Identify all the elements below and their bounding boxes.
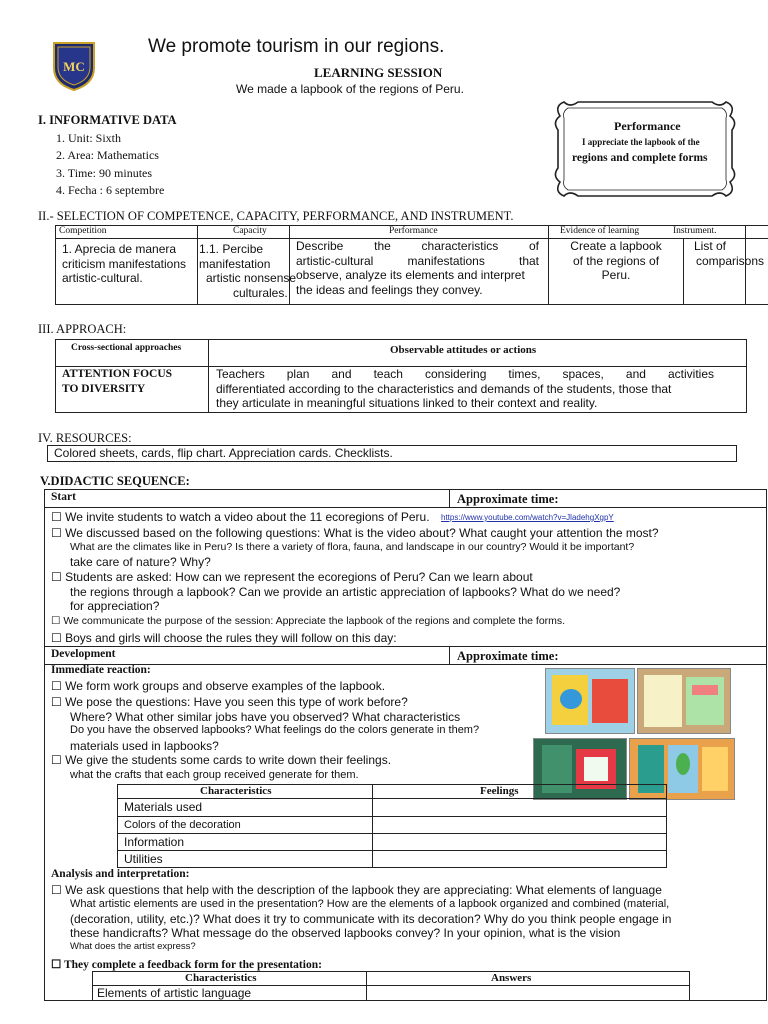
answers-col-characteristics: Characteristics — [185, 972, 257, 984]
performance-line-2: regions and complete forms — [572, 152, 708, 164]
capacity-line: artistic nonsense — [206, 271, 297, 285]
immediate-heading: Immediate reaction: — [51, 664, 151, 676]
informative-item: 2. Area: Mathematics — [56, 148, 159, 163]
informative-list — [56, 130, 164, 199]
immediate-item: Where? What other similar jobs have you observed? What characteristics — [70, 710, 461, 724]
evidence-line: Create a lapbook — [570, 239, 662, 253]
evidence-cell — [556, 239, 676, 283]
performance-line-1: I appreciate the lapbook of the — [582, 137, 700, 147]
start-item: for appreciation? — [70, 599, 160, 613]
performance-cell — [296, 239, 539, 297]
attitude-line: Teachers plan and teach considering times, spaces, and activities — [216, 367, 714, 381]
competition-line: criticism manifestations — [62, 256, 187, 271]
evidence-line: of the regions of — [572, 253, 660, 268]
instrument-cell — [694, 239, 764, 268]
informative-item: 4. Fecha : 6 septembre — [56, 182, 165, 197]
start-approx-time: Approximate time: — [457, 492, 559, 506]
feelings-row-label: Utilities — [124, 852, 163, 866]
school-crest-logo — [50, 40, 98, 92]
capacity-cell — [199, 242, 296, 300]
col-competition-header: Competition — [59, 226, 107, 236]
approach-col2-header: Observable attitudes or actions — [390, 344, 537, 356]
analysis-heading: Analysis and interpretation: — [51, 868, 190, 880]
feelings-col-feelings: Feelings — [480, 785, 519, 797]
col-evidence-header: Evidence of learning — [560, 226, 640, 236]
feedback-heading: ☐ They complete a feedback form for the presentation: — [51, 959, 322, 971]
selection-header-row — [56, 226, 768, 239]
immediate-item: ☐ We give the students some cards to write down their feelings. — [51, 753, 392, 767]
informative-heading: I. INFORMATIVE DATA — [38, 113, 177, 127]
approach-name-line: ATTENTION FOCUS — [62, 368, 173, 380]
instrument-line: List of — [694, 239, 727, 253]
immediate-item: what the crafts that each group received generate for them. — [70, 769, 359, 781]
session-label: LEARNING SESSION — [314, 65, 443, 80]
approach-heading: III. APPROACH: — [38, 322, 127, 336]
competition-line: 1. Aprecia de manera — [62, 242, 177, 256]
analysis-item: What artistic elements are used in the presentation? How are the elements of a lapbook organized and combined (material, — [70, 898, 670, 910]
answers-col-answers: Answers — [491, 972, 532, 984]
sequence-heading: V.DIDACTIC SEQUENCE: — [40, 474, 190, 488]
feelings-row-label: Information — [124, 835, 185, 849]
answers-table — [92, 971, 690, 1001]
start-item: take care of nature? Why? — [70, 555, 211, 569]
feelings-table — [117, 784, 667, 868]
start-item: ☐ We communicate the purpose of the session: Appreciate the lapbook of the regions and complete the forms. — [51, 615, 566, 627]
start-item: ☐ We discussed based on the following questions: What is the video about? What caught your attention the most? — [51, 526, 659, 540]
approach-col1-header: Cross-sectional approaches — [71, 343, 182, 353]
development-approx-time: Approximate time: — [457, 649, 559, 663]
performance-heading: Performance — [614, 119, 681, 133]
analysis-item: these handicrafts? What message do the observed lapbooks convey? In your opinion, what is the vision — [70, 926, 621, 940]
col-capacity-header: Capacity — [233, 226, 267, 236]
start-item: the regions through a lapbook? Can we provide an artistic appreciation of lapbooks? What do we need? — [70, 585, 621, 599]
video-link[interactable]: https://www.youtube.com/watch?v=JladehgXgpY — [441, 513, 614, 522]
start-item: What are the climates like in Peru? Is there a variety of flora, fauna, and landscape in our country? Would it be important? — [70, 541, 635, 553]
immediate-item: ☐ We pose the questions: Have you seen this type of work before? — [51, 695, 408, 709]
selection-heading: II.- SELECTION OF COMPETENCE, CAPACITY, PERFORMANCE, AND INSTRUMENT. — [38, 209, 514, 223]
approach-table — [55, 339, 747, 413]
immediate-item: ☐ We form work groups and observe examples of the lapbook. — [51, 679, 386, 693]
analysis-item: ☐ We ask questions that help with the description of the lapbook they are appreciating: What elements of language — [51, 883, 662, 897]
page-title: We promote tourism in our regions. — [148, 36, 445, 57]
didactic-sequence-box — [44, 489, 767, 1001]
analysis-item: What does the artist express? — [70, 941, 196, 952]
session-subtitle: We made a lapbook of the regions of Peru. — [236, 82, 464, 96]
feelings-row-label: Materials used — [124, 800, 203, 814]
performance-line: artistic-cultural manifestations that — [296, 253, 539, 268]
feelings-col-characteristics: Characteristics — [200, 785, 272, 797]
instrument-line: comparisons — [696, 253, 765, 268]
capacity-line: 1.1. Percibe — [199, 242, 264, 256]
evidence-line: Peru. — [601, 268, 631, 282]
informative-item: 1. Unit: Sixth — [56, 131, 122, 145]
immediate-item: materials used in lapbooks? — [70, 739, 219, 753]
svg-text:MC: MC — [63, 59, 85, 74]
resources-box: Colored sheets, cards, flip chart. Appreciation cards. Checklists. — [47, 445, 737, 462]
approach-name-line: TO DIVERSITY — [62, 382, 146, 395]
development-header-row — [45, 646, 766, 665]
feelings-row-label: Colors of the decoration — [124, 819, 241, 831]
competition-line: artistic-cultural. — [62, 271, 143, 285]
selection-table — [55, 225, 768, 305]
informative-item: 3. Time: 90 minutes — [56, 165, 153, 180]
performance-line: the ideas and feelings they convey. — [296, 282, 483, 297]
performance-line: observe, analyze its elements and interpret — [296, 268, 525, 282]
immediate-item: Do you have the observed lapbooks? What feelings do the colors generate in them? — [70, 724, 480, 736]
analysis-item: (decoration, utility, etc.)? What does it try to communicate with its decoration? Why do you think people engage in — [70, 912, 672, 926]
col-instrument-header: Instrument. — [673, 226, 717, 236]
start-item: ☐ Students are asked: How can we represent the ecoregions of Peru? Can we learn about — [51, 570, 533, 584]
approach-attitudes — [216, 367, 714, 411]
capacity-line: culturales. — [233, 285, 288, 300]
approach-name — [62, 367, 172, 396]
performance-frame — [550, 98, 740, 200]
answers-row-label: Elements of artistic language — [97, 986, 252, 1000]
development-label: Development — [51, 648, 116, 660]
lapbook-photo-1 — [545, 668, 635, 734]
lapbook-photo-2 — [637, 668, 731, 734]
start-label: Start — [51, 491, 76, 503]
attitude-line: differentiated according to the characteristics and demands of the students, those that — [216, 381, 672, 396]
start-item: ☐ We invite students to watch a video about the 11 ecoregions of Peru. — [51, 510, 430, 524]
capacity-line: manifestation — [199, 256, 271, 271]
resources-heading: IV. RESOURCES: — [38, 431, 132, 445]
start-header-row — [45, 490, 766, 508]
performance-line: Describe the characteristics of — [296, 239, 539, 253]
col-performance-header: Performance — [389, 226, 438, 236]
attitude-line: they articulate in meaningful situations linked to their context and reality. — [216, 396, 598, 410]
start-item: ☐ Boys and girls will choose the rules they will follow on this day: — [51, 631, 397, 645]
competition-cell — [62, 242, 186, 286]
